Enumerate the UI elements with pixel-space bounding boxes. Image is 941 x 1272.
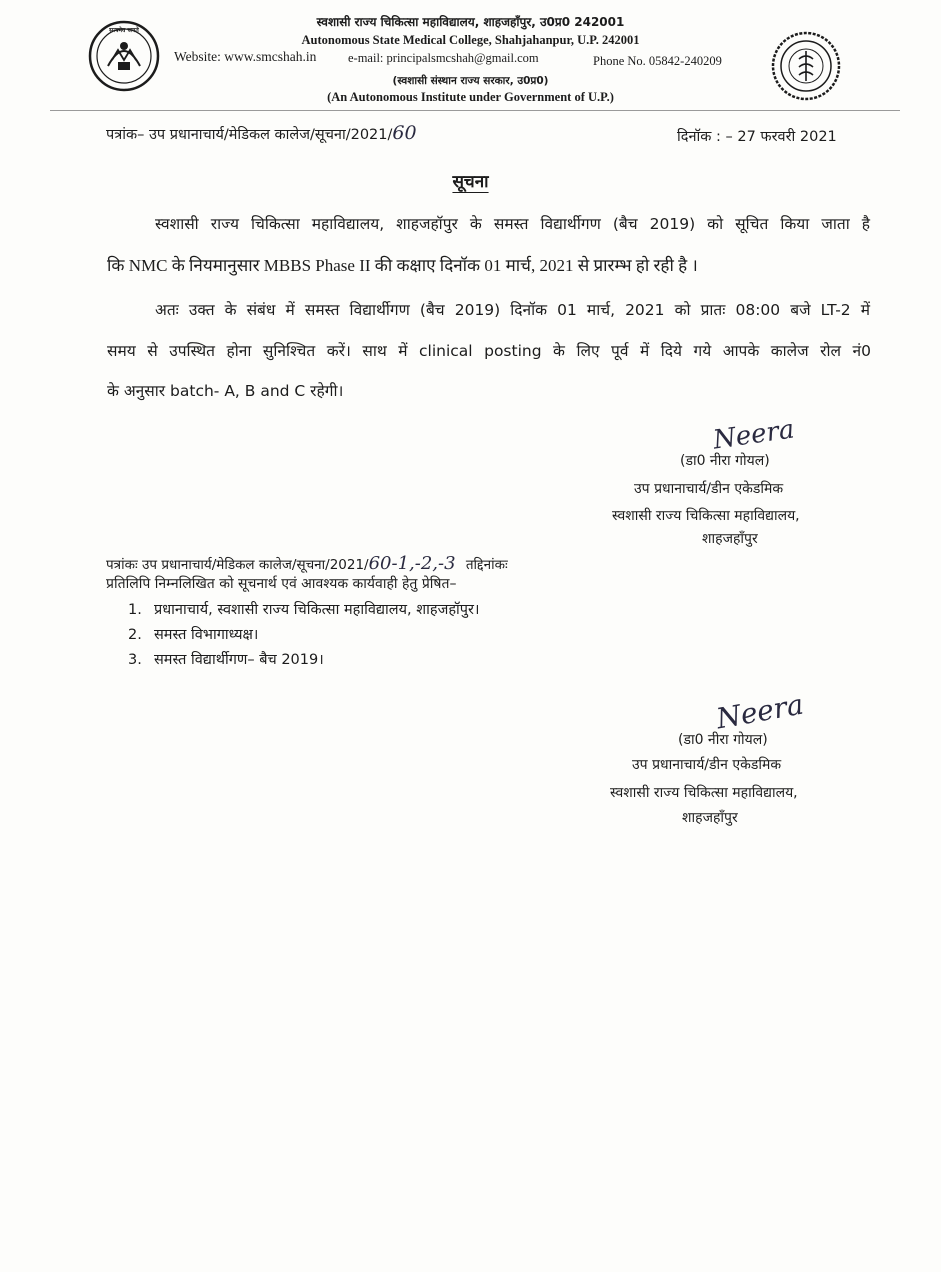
notice-title: सूचना (452, 172, 489, 192)
signature1-name: (डा0 नीरा गोयल) (680, 453, 770, 469)
up-emblem-text: सत्यमेव जयते (109, 27, 139, 34)
signature1-designation: उप प्रधानाचार्य/डीन एकेडमिक (634, 481, 784, 497)
reference-number (106, 122, 417, 144)
list-item (128, 649, 688, 674)
signature2-city: शाहजहाँपुर (682, 810, 738, 826)
reference-date: दिनॉक : – 27 फरवरी 2021 (677, 129, 837, 145)
notice-para2-line1: अतः उक्त के संबंध में समस्त विद्यार्थीगण (बैच 2019) दिनॉक 01 मार्च, 2021 को प्रातः 08:00 बजे LT-2 में (155, 301, 870, 319)
signature2-institute: स्वशासी राज्य चिकित्सा महाविद्यालय, (610, 785, 798, 801)
list-item-number: 1. (128, 602, 142, 618)
list-item (128, 624, 688, 649)
notice-para2-line3: के अनुसार batch- A, B and C रहेगी। (107, 382, 344, 400)
notice-para2-line2: समय से उपस्थित होना सुनिश्चित करें। साथ में clinical posting के लिए पूर्व में दिये गये आपके कालेज रोल नं0 (107, 342, 871, 360)
signature1-city: शाहजहाँपुर (702, 531, 758, 547)
list-item-text: समस्त विभागाध्यक्ष। (154, 627, 259, 643)
header-hindi-name: स्वशासी राज्य चिकित्सा महाविद्यालय, शाहजहाँपुर, उ0प्र0 242001 (316, 15, 625, 29)
copy-intro: प्रतिलिपि निम्नलिखित को सूचनार्थ एवं आवश्यक कार्यवाही हेतु प्रेषित– (106, 576, 457, 592)
copy-reference-suffix: तद्दिनांकः (465, 557, 508, 573)
header-phone: Phone No. 05842-240209 (593, 54, 722, 68)
header-subtitle-hindi: (स्वशासी संस्थान राज्य सरकार, उ0प्र0) (392, 75, 549, 87)
signature2-scribble: Neera (713, 687, 806, 736)
signature2-name: (डा0 नीरा गोयल) (678, 732, 768, 748)
list-item-text: प्रधानाचार्य, स्वशासी राज्य चिकित्सा महाविद्यालय, शाहजहॉपुर। (154, 602, 480, 618)
copy-reference-text: पत्रांकः उप प्रधानाचार्य/मेडिकल कालेज/सूचना/2021/ (106, 557, 369, 573)
notice-para1-line2: कि NMC के नियमानुसार MBBS Phase II की कक्षाए दिनॉक 01 मार्च, 2021 से प्रारम्भ हो रही है । (107, 256, 698, 275)
copy-list (128, 599, 688, 674)
list-item-number: 2. (128, 627, 142, 643)
header-subtitle-english: (An Autonomous Institute under Government of U.P.) (327, 90, 614, 104)
header-english-name: Autonomous State Medical College, Shahjahanpur, U.P. 242001 (301, 33, 640, 47)
list-item-number: 3. (128, 652, 142, 668)
header-website: Website: www.smcshah.in (174, 49, 317, 64)
header-email: e-mail: principalsmcshah@gmail.com (348, 51, 539, 65)
list-item-text: समस्त विद्यार्थीगण– बैच 2019। (154, 652, 324, 668)
copy-reference (106, 553, 508, 574)
notice-para1-line1: स्वशासी राज्य चिकित्सा महाविद्यालय, शाहजहॉपुर के समस्त विद्यार्थीगण (बैच 2019) को सूचित किया जाता है (155, 215, 870, 233)
list-item (128, 599, 688, 624)
signature1-scribble: Neera (711, 414, 797, 456)
reference-number-handwritten: 60 (392, 122, 417, 144)
signature1-institute: स्वशासी राज्य चिकित्सा महाविद्यालय, (612, 508, 800, 524)
copy-reference-handwritten: 60-1,-2,-3 (368, 553, 456, 574)
header-rule (50, 110, 900, 111)
signature2-designation: उप प्रधानाचार्य/डीन एकेडमिक (632, 757, 782, 773)
reference-number-text: पत्रांक– उप प्रधानाचार्य/मेडिकल कालेज/सूचना/2021/ (106, 127, 393, 143)
